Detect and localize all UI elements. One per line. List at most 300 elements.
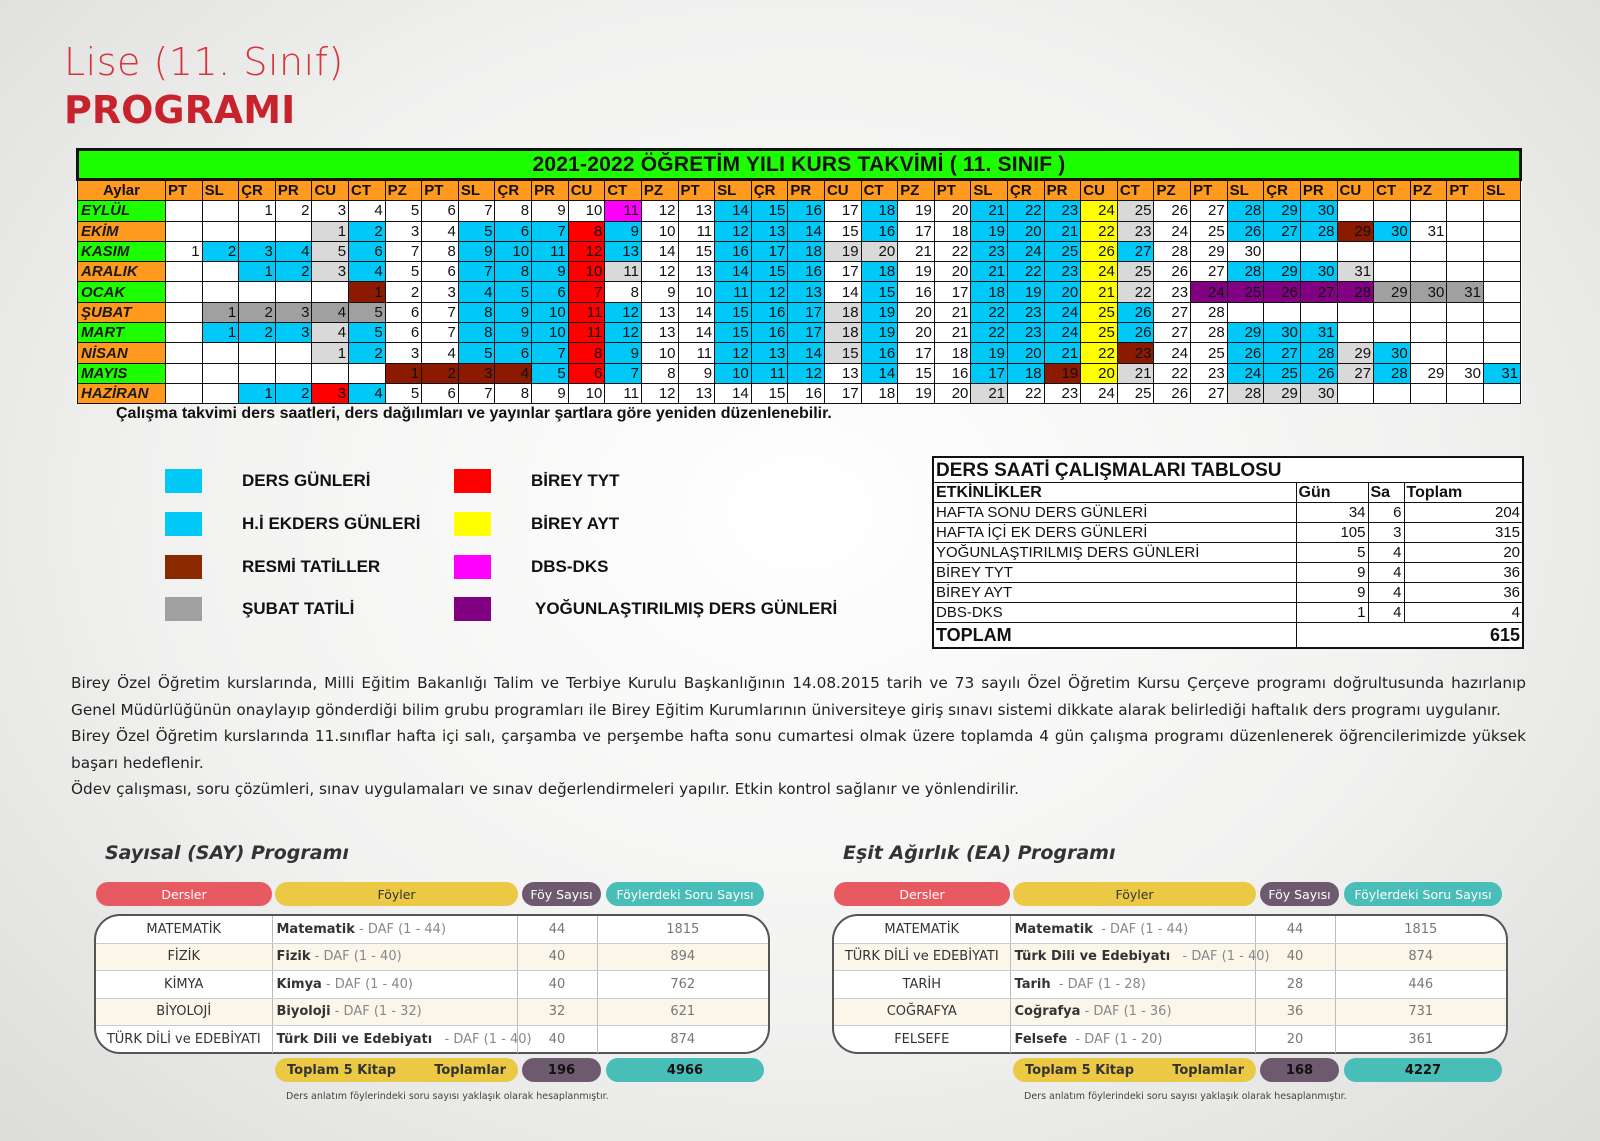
day-cell: 23	[1044, 383, 1081, 403]
day-cell: 4	[349, 201, 386, 221]
table-row	[834, 1026, 1506, 1053]
month-name: EKİM	[78, 221, 166, 241]
day-header: CU	[824, 180, 861, 201]
question-count: 874	[670, 1031, 696, 1047]
legend-swatch	[454, 469, 491, 493]
course-name: TÜRK DİLİ ve EDEBİYATI	[96, 1026, 272, 1053]
table-cell: 9	[1296, 563, 1368, 583]
day-cell: 10	[641, 221, 678, 241]
day-cell: 26	[1117, 323, 1154, 343]
day-cell: 28	[1191, 302, 1228, 322]
day-cell: 13	[678, 262, 715, 282]
day-cell: 18	[788, 241, 825, 261]
empty-cell	[1447, 262, 1484, 282]
ders-saati-header: Toplam	[1404, 483, 1523, 503]
legend-item	[165, 512, 421, 536]
program-column-header: Dersler	[834, 882, 1010, 906]
day-cell: 12	[788, 363, 825, 383]
empty-cell	[275, 363, 312, 383]
day-cell: 5	[458, 343, 495, 363]
day-cell: 9	[532, 383, 569, 403]
day-cell: 30	[1410, 282, 1447, 302]
day-header: PT	[934, 180, 971, 201]
day-cell: 18	[824, 302, 861, 322]
day-header: PT	[678, 180, 715, 201]
day-cell: 11	[715, 282, 752, 302]
question-count: 361	[1408, 1031, 1434, 1047]
day-cell: 19	[898, 383, 935, 403]
day-cell: 7	[532, 343, 569, 363]
day-cell: 24	[1154, 221, 1191, 241]
legend-item	[454, 512, 619, 536]
day-cell: 21	[971, 383, 1008, 403]
day-cell: 26	[1081, 241, 1118, 261]
day-cell: 8	[495, 201, 532, 221]
legend-swatch	[454, 555, 491, 579]
day-cell: 6	[349, 241, 386, 261]
day-cell: 1	[239, 262, 276, 282]
day-cell: 12	[715, 343, 752, 363]
day-header: CT	[349, 180, 386, 201]
day-cell: 11	[678, 221, 715, 241]
empty-cell	[1264, 241, 1301, 261]
day-cell: 16	[934, 363, 971, 383]
booklet-name: Türk Dili ve Edebiyatı	[1014, 949, 1171, 965]
day-cell: 3	[275, 323, 312, 343]
empty-cell	[1410, 383, 1447, 403]
program-note: Ders anlatım föylerindeki soru sayısı yaklaşık olarak hesaplanmıştır.	[1024, 1091, 1347, 1102]
day-cell: 28	[1300, 221, 1337, 241]
booklet-name: Matematik	[1014, 921, 1093, 937]
day-cell: 11	[605, 383, 642, 403]
totals-label: Toplamlar	[434, 1062, 506, 1078]
empty-cell	[275, 343, 312, 363]
day-cell: 9	[532, 201, 569, 221]
calendar-table	[76, 148, 1522, 404]
day-cell: 11	[751, 363, 788, 383]
total-books-label: Toplam 5 Kitap	[287, 1062, 397, 1078]
legend-swatch	[165, 512, 202, 536]
day-cell: 22	[1154, 363, 1191, 383]
day-cell: 5	[312, 241, 349, 261]
day-cell: 8	[605, 282, 642, 302]
day-cell: 26	[1154, 262, 1191, 282]
day-cell: 23	[1154, 282, 1191, 302]
day-cell: 21	[1044, 343, 1081, 363]
day-cell: 7	[458, 201, 495, 221]
day-cell: 25	[1191, 343, 1228, 363]
empty-cell	[1410, 201, 1447, 221]
day-cell: 25	[1227, 282, 1264, 302]
total-label: TOPLAM	[933, 623, 1296, 649]
question-count: 621	[597, 998, 768, 1026]
empty-cell	[1300, 302, 1337, 322]
empty-cell	[1447, 343, 1484, 363]
day-header: PT	[166, 180, 203, 201]
month-name: ŞUBAT	[78, 302, 166, 322]
day-cell: 27	[1191, 262, 1228, 282]
table-cell: 3	[1368, 523, 1404, 543]
day-cell: 12	[751, 282, 788, 302]
empty-cell	[239, 363, 276, 383]
day-cell: 23	[1044, 201, 1081, 221]
table-cell: 4	[1368, 583, 1404, 603]
empty-cell	[275, 282, 312, 302]
legend-label: RESMİ TATİLLER	[242, 557, 381, 576]
table-cell: 105	[1296, 523, 1368, 543]
table-cell: 315	[1404, 523, 1523, 543]
day-cell: 29	[1410, 363, 1447, 383]
program-table	[96, 916, 768, 1053]
table-cell: 4	[1368, 603, 1404, 623]
paragraph: Birey Özel Öğretim kurslarında 11.sınıflar hafta içi salı, çarşamba ve perşembe hafta sonu cumartesi olmak üzere toplamda 4 gün çalışma programı düzenlenerek öğrencilerimizde yüksek başarı hedeflenir.	[71, 727, 1526, 772]
table-cell: YOĞUNLAŞTIRILMIŞ DERS GÜNLERİ	[933, 543, 1296, 563]
course-name: FELSEFE	[834, 1026, 1010, 1053]
day-cell: 15	[715, 302, 752, 322]
course-name: FİZİK	[96, 943, 272, 971]
day-cell: 21	[1081, 282, 1118, 302]
day-cell: 29	[1264, 262, 1301, 282]
day-cell: 16	[898, 282, 935, 302]
day-cell: 30	[1374, 343, 1411, 363]
empty-cell	[1483, 241, 1520, 261]
day-cell: 13	[824, 363, 861, 383]
legend-label: BİREY AYT	[531, 514, 620, 533]
day-cell: 26	[1227, 221, 1264, 241]
day-cell: 2	[239, 302, 276, 322]
legend-label: H.İ EKDERS GÜNLERİ	[242, 514, 421, 533]
day-cell: 10	[532, 302, 569, 322]
day-cell: 17	[824, 383, 861, 403]
course-name: MATEMATİK	[96, 916, 272, 943]
legend-swatch	[165, 597, 202, 621]
total-booklets: 196	[522, 1058, 601, 1082]
day-cell: 6	[422, 262, 459, 282]
empty-cell	[202, 282, 239, 302]
booklet-cell	[1010, 943, 1270, 971]
legend-label: BİREY TYT	[531, 471, 620, 490]
booklet-count: 44	[517, 916, 597, 943]
day-header: PT	[1447, 180, 1484, 201]
day-cell: 15	[751, 201, 788, 221]
day-cell: 27	[1264, 221, 1301, 241]
day-cell: 13	[641, 323, 678, 343]
page-title-line2: PROGRAMI	[64, 88, 296, 132]
empty-cell	[1483, 201, 1520, 221]
day-cell: 23	[1008, 323, 1045, 343]
day-cell: 29	[1191, 241, 1228, 261]
booklet-cell	[1010, 998, 1255, 1026]
day-cell: 29	[1227, 323, 1264, 343]
day-cell: 15	[824, 221, 861, 241]
table-cell: 4	[1368, 563, 1404, 583]
day-cell: 5	[532, 363, 569, 383]
day-cell: 27	[1264, 343, 1301, 363]
day-cell: 16	[861, 221, 898, 241]
day-cell: 29	[1264, 383, 1301, 403]
day-cell: 1	[349, 282, 386, 302]
legend-item	[165, 597, 354, 621]
day-cell: 21	[934, 323, 971, 343]
day-header: CT	[861, 180, 898, 201]
day-cell: 6	[422, 383, 459, 403]
day-header: PZ	[898, 180, 935, 201]
question-count: 762	[597, 971, 768, 999]
total-books-pill	[1013, 1058, 1256, 1082]
program-column-header: Föyler	[275, 882, 518, 906]
day-header: CU	[1081, 180, 1118, 201]
question-count: 874	[1335, 943, 1506, 971]
day-cell: 4	[458, 282, 495, 302]
legend-item	[454, 597, 837, 621]
day-header: PT	[1191, 180, 1228, 201]
booklet-cell	[272, 943, 517, 971]
day-cell: 11	[568, 302, 605, 322]
day-header: PR	[1300, 180, 1337, 201]
day-cell: 22	[1117, 282, 1154, 302]
day-cell: 9	[495, 323, 532, 343]
booklet-name: Tarih	[1014, 976, 1051, 992]
legend-swatch	[454, 512, 491, 536]
legend-label: DBS-DKS	[531, 557, 609, 576]
day-cell: 30	[1447, 363, 1484, 383]
booklet-count: 28	[1255, 971, 1335, 999]
day-cell: 14	[788, 221, 825, 241]
day-cell: 23	[1008, 302, 1045, 322]
day-cell: 11	[605, 262, 642, 282]
day-cell: 14	[715, 262, 752, 282]
empty-cell	[202, 221, 239, 241]
table-cell: 9	[1296, 583, 1368, 603]
empty-cell	[1337, 201, 1374, 221]
day-cell: 2	[202, 241, 239, 261]
empty-cell	[1410, 302, 1447, 322]
day-cell: 25	[1117, 262, 1154, 282]
day-cell: 10	[568, 201, 605, 221]
day-cell: 28	[1227, 262, 1264, 282]
table-row	[834, 998, 1506, 1026]
legend-label: YOĞUNLAŞTIRILMIŞ DERS GÜNLERİ	[535, 599, 838, 618]
day-cell: 1	[239, 201, 276, 221]
day-cell: 9	[495, 302, 532, 322]
day-cell: 8	[568, 343, 605, 363]
day-cell: 9	[605, 343, 642, 363]
day-cell: 6	[385, 323, 422, 343]
booklet-cell	[272, 916, 517, 943]
empty-cell	[1483, 282, 1520, 302]
course-name: TARİH	[834, 971, 1010, 999]
ders-saati-title: DERS SAATİ ÇALIŞMALARI TABLOSU	[933, 457, 1523, 483]
day-cell: 4	[422, 343, 459, 363]
empty-cell	[239, 221, 276, 241]
day-cell: 14	[678, 302, 715, 322]
empty-cell	[202, 201, 239, 221]
day-cell: 11	[678, 343, 715, 363]
day-header: PT	[422, 180, 459, 201]
day-header: CT	[1117, 180, 1154, 201]
day-cell: 19	[1044, 363, 1081, 383]
table-row	[96, 943, 768, 971]
month-row	[78, 201, 1521, 221]
month-name: MART	[78, 323, 166, 343]
day-header: ÇR	[1008, 180, 1045, 201]
day-cell: 15	[861, 282, 898, 302]
empty-cell	[1337, 323, 1374, 343]
total-books-pill	[275, 1058, 518, 1082]
booklet-range: - DAF (1 - 40)	[310, 949, 402, 965]
day-header: PR	[1044, 180, 1081, 201]
month-row	[78, 343, 1521, 363]
day-cell: 14	[715, 201, 752, 221]
day-cell: 19	[824, 241, 861, 261]
booklet-range: - DAF (1 - 40)	[432, 1031, 532, 1047]
table-row	[933, 563, 1523, 583]
day-header: CT	[605, 180, 642, 201]
day-cell: 17	[751, 241, 788, 261]
booklet-cell	[1010, 916, 1255, 943]
day-cell: 24	[1044, 302, 1081, 322]
empty-cell	[1483, 343, 1520, 363]
day-cell: 15	[751, 383, 788, 403]
day-cell: 28	[1337, 282, 1374, 302]
day-cell: 26	[1264, 282, 1301, 302]
day-cell: 25	[1081, 302, 1118, 322]
day-cell: 22	[1008, 383, 1045, 403]
day-cell: 11	[605, 201, 642, 221]
day-cell: 3	[312, 383, 349, 403]
day-cell: 6	[422, 201, 459, 221]
booklet-name: Fizik	[276, 949, 311, 965]
day-header: SL	[1483, 180, 1520, 201]
day-cell: 19	[971, 221, 1008, 241]
day-cell: 26	[1154, 201, 1191, 221]
day-cell: 19	[861, 323, 898, 343]
day-cell: 25	[1117, 201, 1154, 221]
table-row	[96, 998, 768, 1026]
day-cell: 9	[605, 221, 642, 241]
day-header: CU	[1337, 180, 1374, 201]
day-cell: 22	[971, 302, 1008, 322]
empty-cell	[202, 262, 239, 282]
day-cell: 13	[641, 302, 678, 322]
legend-swatch	[454, 597, 491, 621]
program-column-header: Föylerdeki Soru Sayısı	[606, 882, 764, 906]
program-column-header: Dersler	[96, 882, 272, 906]
day-cell: 23	[1117, 221, 1154, 241]
empty-cell	[202, 343, 239, 363]
day-cell: 2	[422, 363, 459, 383]
day-cell: 16	[788, 262, 825, 282]
table-cell: 36	[1404, 583, 1523, 603]
course-name: KİMYA	[96, 971, 272, 999]
month-row	[78, 302, 1521, 322]
table-cell: DBS-DKS	[933, 603, 1296, 623]
table-cell: 20	[1404, 543, 1523, 563]
empty-cell	[166, 343, 203, 363]
table-cell: 4	[1368, 543, 1404, 563]
day-cell: 17	[824, 262, 861, 282]
day-cell: 3	[422, 282, 459, 302]
empty-cell	[202, 363, 239, 383]
day-cell: 4	[312, 323, 349, 343]
day-cell: 2	[349, 343, 386, 363]
legend-item	[454, 469, 619, 493]
day-cell: 12	[605, 302, 642, 322]
paragraph: Ödev çalışması, soru çözümleri, sınav uygulamaları ve sınav değerlendirmeleri yapılır. Etkin kontrol sağlanır ve yönlendirilir.	[71, 780, 1020, 798]
day-cell: 13	[751, 343, 788, 363]
day-cell: 4	[349, 383, 386, 403]
day-cell: 18	[934, 343, 971, 363]
day-cell: 28	[1191, 323, 1228, 343]
question-count: 731	[1335, 998, 1506, 1026]
program-title: Sayısal (SAY) Programı	[105, 842, 349, 864]
day-cell: 11	[532, 241, 569, 261]
day-header: PZ	[385, 180, 422, 201]
booklet-count: 40	[517, 1026, 597, 1053]
table-cell: 6	[1368, 503, 1404, 523]
day-cell: 1	[166, 241, 203, 261]
day-cell: 25	[1117, 383, 1154, 403]
day-cell: 27	[1300, 282, 1337, 302]
day-cell: 23	[1117, 343, 1154, 363]
day-cell: 2	[385, 282, 422, 302]
table-cell: 34	[1296, 503, 1368, 523]
empty-cell	[1374, 241, 1411, 261]
day-header: PR	[275, 180, 312, 201]
month-name: OCAK	[78, 282, 166, 302]
day-cell: 1	[239, 383, 276, 403]
day-cell: 23	[971, 241, 1008, 261]
legend-item	[165, 555, 380, 579]
table-row	[96, 916, 768, 943]
day-cell: 24	[1044, 323, 1081, 343]
empty-cell	[166, 201, 203, 221]
day-cell: 19	[1008, 282, 1045, 302]
booklet-cell	[1010, 971, 1255, 999]
day-cell: 20	[934, 262, 971, 282]
booklet-cell	[272, 1026, 532, 1053]
day-header: ÇR	[495, 180, 532, 201]
day-cell: 17	[898, 221, 935, 241]
table-row	[96, 971, 768, 999]
empty-cell	[1337, 302, 1374, 322]
day-cell: 16	[861, 343, 898, 363]
day-cell: 31	[1337, 262, 1374, 282]
day-cell: 30	[1264, 323, 1301, 343]
legend-label: ŞUBAT TATİLİ	[242, 599, 355, 618]
day-cell: 7	[458, 383, 495, 403]
empty-cell	[1447, 241, 1484, 261]
program-title: Eşit Ağırlık (EA) Programı	[843, 842, 1116, 864]
day-cell: 9	[458, 241, 495, 261]
day-cell: 3	[312, 262, 349, 282]
day-cell: 15	[898, 363, 935, 383]
month-name: HAZİRAN	[78, 383, 166, 403]
day-cell: 18	[824, 323, 861, 343]
empty-cell	[239, 343, 276, 363]
day-cell: 26	[1300, 363, 1337, 383]
empty-cell	[166, 363, 203, 383]
empty-cell	[1447, 383, 1484, 403]
table-cell: BİREY AYT	[933, 583, 1296, 603]
day-cell: 19	[861, 302, 898, 322]
booklet-count: 20	[1255, 1026, 1335, 1053]
legend-swatch	[165, 555, 202, 579]
empty-cell	[1410, 323, 1447, 343]
day-cell: 2	[275, 201, 312, 221]
day-cell: 22	[1081, 343, 1118, 363]
empty-cell	[1410, 241, 1447, 261]
